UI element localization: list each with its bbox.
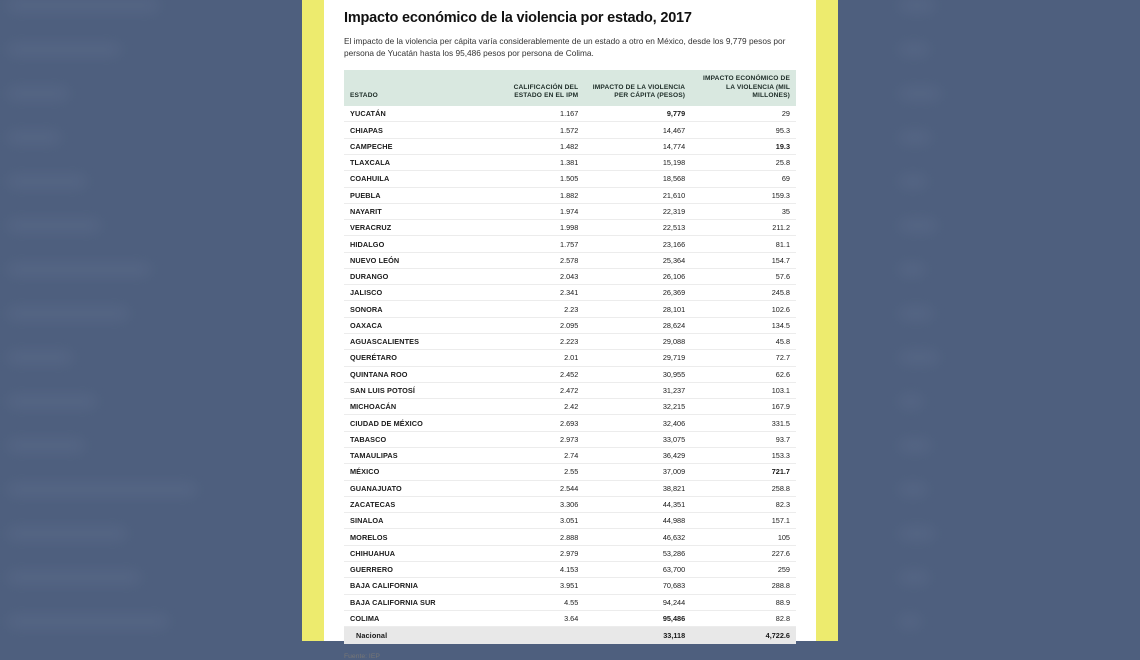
- cell-ipm: 3.951: [479, 578, 584, 594]
- cell-ipm: 1.757: [479, 236, 584, 252]
- cell-estado: CHIAPAS: [344, 122, 479, 138]
- cell-total: 57.6: [691, 268, 796, 284]
- table-row: [344, 496, 796, 512]
- cell-per-capita: 23,166: [584, 236, 691, 252]
- total-ipm: [479, 627, 584, 645]
- cell-ipm: 2.23: [479, 301, 584, 317]
- cell-total: 102.6: [691, 301, 796, 317]
- table-row: [344, 220, 796, 236]
- cell-per-capita: 28,101: [584, 301, 691, 317]
- table-row: [344, 203, 796, 219]
- cell-per-capita: 63,700: [584, 561, 691, 577]
- cell-ipm: 2.74: [479, 448, 584, 464]
- cell-estado: SINALOA: [344, 513, 479, 529]
- table-row: [344, 545, 796, 561]
- violence-impact-table: [344, 70, 796, 644]
- cell-per-capita: 44,351: [584, 496, 691, 512]
- cell-ipm: 3.306: [479, 496, 584, 512]
- cell-total: 19.3: [691, 138, 796, 154]
- cell-total: 69: [691, 171, 796, 187]
- cell-ipm: 2.973: [479, 431, 584, 447]
- table-row: [344, 415, 796, 431]
- column-header-total: IMPACTO ECONÓMICO DE LA VIOLENCIA (MIL MILLONES): [691, 70, 796, 106]
- table-row: [344, 138, 796, 154]
- cell-per-capita: 29,719: [584, 350, 691, 366]
- cell-estado: CHIHUAHUA: [344, 545, 479, 561]
- cell-total: 153.3: [691, 448, 796, 464]
- cell-per-capita: 30,955: [584, 366, 691, 382]
- cell-total: 72.7: [691, 350, 796, 366]
- cell-estado: SONORA: [344, 301, 479, 317]
- cell-estado: MÉXICO: [344, 464, 479, 480]
- column-header-ipm: CALIFICACIÓN DEL ESTADO EN EL IPM: [479, 70, 584, 106]
- table-row: [344, 334, 796, 350]
- cell-per-capita: 32,406: [584, 415, 691, 431]
- table-row: [344, 187, 796, 203]
- cell-per-capita: 33,075: [584, 431, 691, 447]
- table-row: [344, 561, 796, 577]
- cell-estado: HIDALGO: [344, 236, 479, 252]
- cell-total: 721.7: [691, 464, 796, 480]
- cell-estado: GUANAJUATO: [344, 480, 479, 496]
- cell-ipm: 2.693: [479, 415, 584, 431]
- table-row: [344, 154, 796, 170]
- total-economic: 4,722.6: [691, 627, 796, 645]
- cell-estado: YUCATÁN: [344, 106, 479, 122]
- cell-ipm: 2.42: [479, 399, 584, 415]
- cell-estado: OAXACA: [344, 317, 479, 333]
- cell-per-capita: 32,215: [584, 399, 691, 415]
- cell-per-capita: 53,286: [584, 545, 691, 561]
- cell-estado: PUEBLA: [344, 187, 479, 203]
- cell-estado: MORELOS: [344, 529, 479, 545]
- cell-per-capita: 25,364: [584, 252, 691, 268]
- cell-ipm: 2.979: [479, 545, 584, 561]
- cell-total: 288.8: [691, 578, 796, 594]
- cell-ipm: 2.544: [479, 480, 584, 496]
- cell-total: 62.6: [691, 366, 796, 382]
- cell-total: 103.1: [691, 382, 796, 398]
- cell-estado: NUEVO LEÓN: [344, 252, 479, 268]
- table-row: [344, 252, 796, 268]
- cell-per-capita: 22,319: [584, 203, 691, 219]
- cell-per-capita: 36,429: [584, 448, 691, 464]
- cell-per-capita: 18,568: [584, 171, 691, 187]
- cell-estado: JALISCO: [344, 285, 479, 301]
- table-body: [344, 106, 796, 644]
- cell-estado: COAHUILA: [344, 171, 479, 187]
- table-row: [344, 480, 796, 496]
- cell-ipm: 2.888: [479, 529, 584, 545]
- cell-ipm: 2.472: [479, 382, 584, 398]
- cell-per-capita: 38,821: [584, 480, 691, 496]
- cell-per-capita: 22,513: [584, 220, 691, 236]
- table-row: [344, 594, 796, 610]
- source-note: Fuente: IEP: [344, 653, 380, 660]
- cell-total: 82.3: [691, 496, 796, 512]
- cell-total: 154.7: [691, 252, 796, 268]
- cell-total: 88.9: [691, 594, 796, 610]
- cell-ipm: 3.64: [479, 610, 584, 626]
- article-standfirst: El impacto de la violencia per cápita varía considerablemente de un estado a otro en México, desde los 9,779 pesos por persona de Yucatán hasta los 95,486 pesos por persona de Colima.: [344, 35, 786, 58]
- cell-total: 167.9: [691, 399, 796, 415]
- cell-estado: COLIMA: [344, 610, 479, 626]
- cell-per-capita: 15,198: [584, 154, 691, 170]
- cell-per-capita: 14,467: [584, 122, 691, 138]
- cell-per-capita: 26,106: [584, 268, 691, 284]
- cell-per-capita: 44,988: [584, 513, 691, 529]
- cell-ipm: 2.452: [479, 366, 584, 382]
- cell-estado: AGUASCALIENTES: [344, 334, 479, 350]
- cell-total: 95.3: [691, 122, 796, 138]
- cell-ipm: 2.223: [479, 334, 584, 350]
- cell-estado: DURANGO: [344, 268, 479, 284]
- total-label: Nacional: [344, 627, 479, 645]
- cell-estado: GUERRERO: [344, 561, 479, 577]
- cell-ipm: 1.167: [479, 106, 584, 122]
- cell-ipm: 2.01: [479, 350, 584, 366]
- cell-ipm: 1.998: [479, 220, 584, 236]
- cell-ipm: 4.153: [479, 561, 584, 577]
- cell-total: 259: [691, 561, 796, 577]
- cell-estado: TAMAULIPAS: [344, 448, 479, 464]
- cell-per-capita: 37,009: [584, 464, 691, 480]
- accent-strip-right: [816, 0, 838, 641]
- table-row: [344, 366, 796, 382]
- cell-per-capita: 46,632: [584, 529, 691, 545]
- cell-per-capita: 26,369: [584, 285, 691, 301]
- cell-total: 211.2: [691, 220, 796, 236]
- cell-total: 245.8: [691, 285, 796, 301]
- cell-total: 25.8: [691, 154, 796, 170]
- cell-estado: SAN LUIS POTOSÍ: [344, 382, 479, 398]
- cell-estado: MICHOACÁN: [344, 399, 479, 415]
- cell-ipm: 1.974: [479, 203, 584, 219]
- table-row: [344, 529, 796, 545]
- table-row: [344, 268, 796, 284]
- cell-estado: CAMPECHE: [344, 138, 479, 154]
- cell-estado: VERACRUZ: [344, 220, 479, 236]
- cell-per-capita: 95,486: [584, 610, 691, 626]
- cell-total: 29: [691, 106, 796, 122]
- table-total-row: [344, 627, 796, 645]
- cell-total: 35: [691, 203, 796, 219]
- table-row: [344, 464, 796, 480]
- cell-ipm: 1.482: [479, 138, 584, 154]
- cell-total: 82.8: [691, 610, 796, 626]
- table-row: [344, 301, 796, 317]
- table-row: [344, 513, 796, 529]
- cell-estado: BAJA CALIFORNIA SUR: [344, 594, 479, 610]
- table-row: [344, 448, 796, 464]
- cell-ipm: 1.505: [479, 171, 584, 187]
- table-row: [344, 431, 796, 447]
- cell-total: 105: [691, 529, 796, 545]
- table-row: [344, 106, 796, 122]
- cell-total: 134.5: [691, 317, 796, 333]
- total-per-capita: 33,118: [584, 627, 691, 645]
- table-row: [344, 578, 796, 594]
- cell-per-capita: 70,683: [584, 578, 691, 594]
- cell-total: 45.8: [691, 334, 796, 350]
- cell-per-capita: 9,779: [584, 106, 691, 122]
- column-header-estado: ESTADO: [344, 70, 479, 106]
- table-row: [344, 610, 796, 626]
- cell-estado: ZACATECAS: [344, 496, 479, 512]
- cell-estado: QUERÉTARO: [344, 350, 479, 366]
- table-row: [344, 236, 796, 252]
- table-row: [344, 122, 796, 138]
- table-row: [344, 350, 796, 366]
- cell-ipm: 1.381: [479, 154, 584, 170]
- column-header-per-capita: IMPACTO DE LA VIOLENCIA PER CÁPITA (PESOS): [584, 70, 691, 106]
- cell-total: 93.7: [691, 431, 796, 447]
- cell-per-capita: 28,624: [584, 317, 691, 333]
- cell-ipm: 2.341: [479, 285, 584, 301]
- cell-total: 258.8: [691, 480, 796, 496]
- table-row: [344, 382, 796, 398]
- article-card: [324, 0, 816, 660]
- cell-total: 157.1: [691, 513, 796, 529]
- table-row: [344, 285, 796, 301]
- cell-ipm: 2.043: [479, 268, 584, 284]
- cell-total: 81.1: [691, 236, 796, 252]
- cell-estado: NAYARIT: [344, 203, 479, 219]
- cell-ipm: 1.882: [479, 187, 584, 203]
- cell-per-capita: 94,244: [584, 594, 691, 610]
- cell-ipm: 2.55: [479, 464, 584, 480]
- table-header: [344, 70, 796, 106]
- table-row: [344, 399, 796, 415]
- cell-estado: BAJA CALIFORNIA: [344, 578, 479, 594]
- cell-estado: CIUDAD DE MÉXICO: [344, 415, 479, 431]
- cell-ipm: 2.578: [479, 252, 584, 268]
- cell-per-capita: 14,774: [584, 138, 691, 154]
- cell-estado: QUINTANA ROO: [344, 366, 479, 382]
- cell-ipm: 3.051: [479, 513, 584, 529]
- accent-strip-left: [302, 0, 324, 641]
- background-text-column-left: [0, 0, 300, 641]
- cell-total: 227.6: [691, 545, 796, 561]
- cell-ipm: 2.095: [479, 317, 584, 333]
- cell-per-capita: 31,237: [584, 382, 691, 398]
- cell-estado: TLAXCALA: [344, 154, 479, 170]
- cell-estado: TABASCO: [344, 431, 479, 447]
- cell-total: 159.3: [691, 187, 796, 203]
- background-text-column-right: [840, 0, 1140, 641]
- table-header-row: [344, 70, 796, 106]
- page-title: Impacto económico de la violencia por estado, 2017: [344, 10, 692, 26]
- cell-ipm: 1.572: [479, 122, 584, 138]
- cell-ipm: 4.55: [479, 594, 584, 610]
- cell-per-capita: 21,610: [584, 187, 691, 203]
- cell-per-capita: 29,088: [584, 334, 691, 350]
- table-row: [344, 317, 796, 333]
- table-row: [344, 171, 796, 187]
- cell-total: 331.5: [691, 415, 796, 431]
